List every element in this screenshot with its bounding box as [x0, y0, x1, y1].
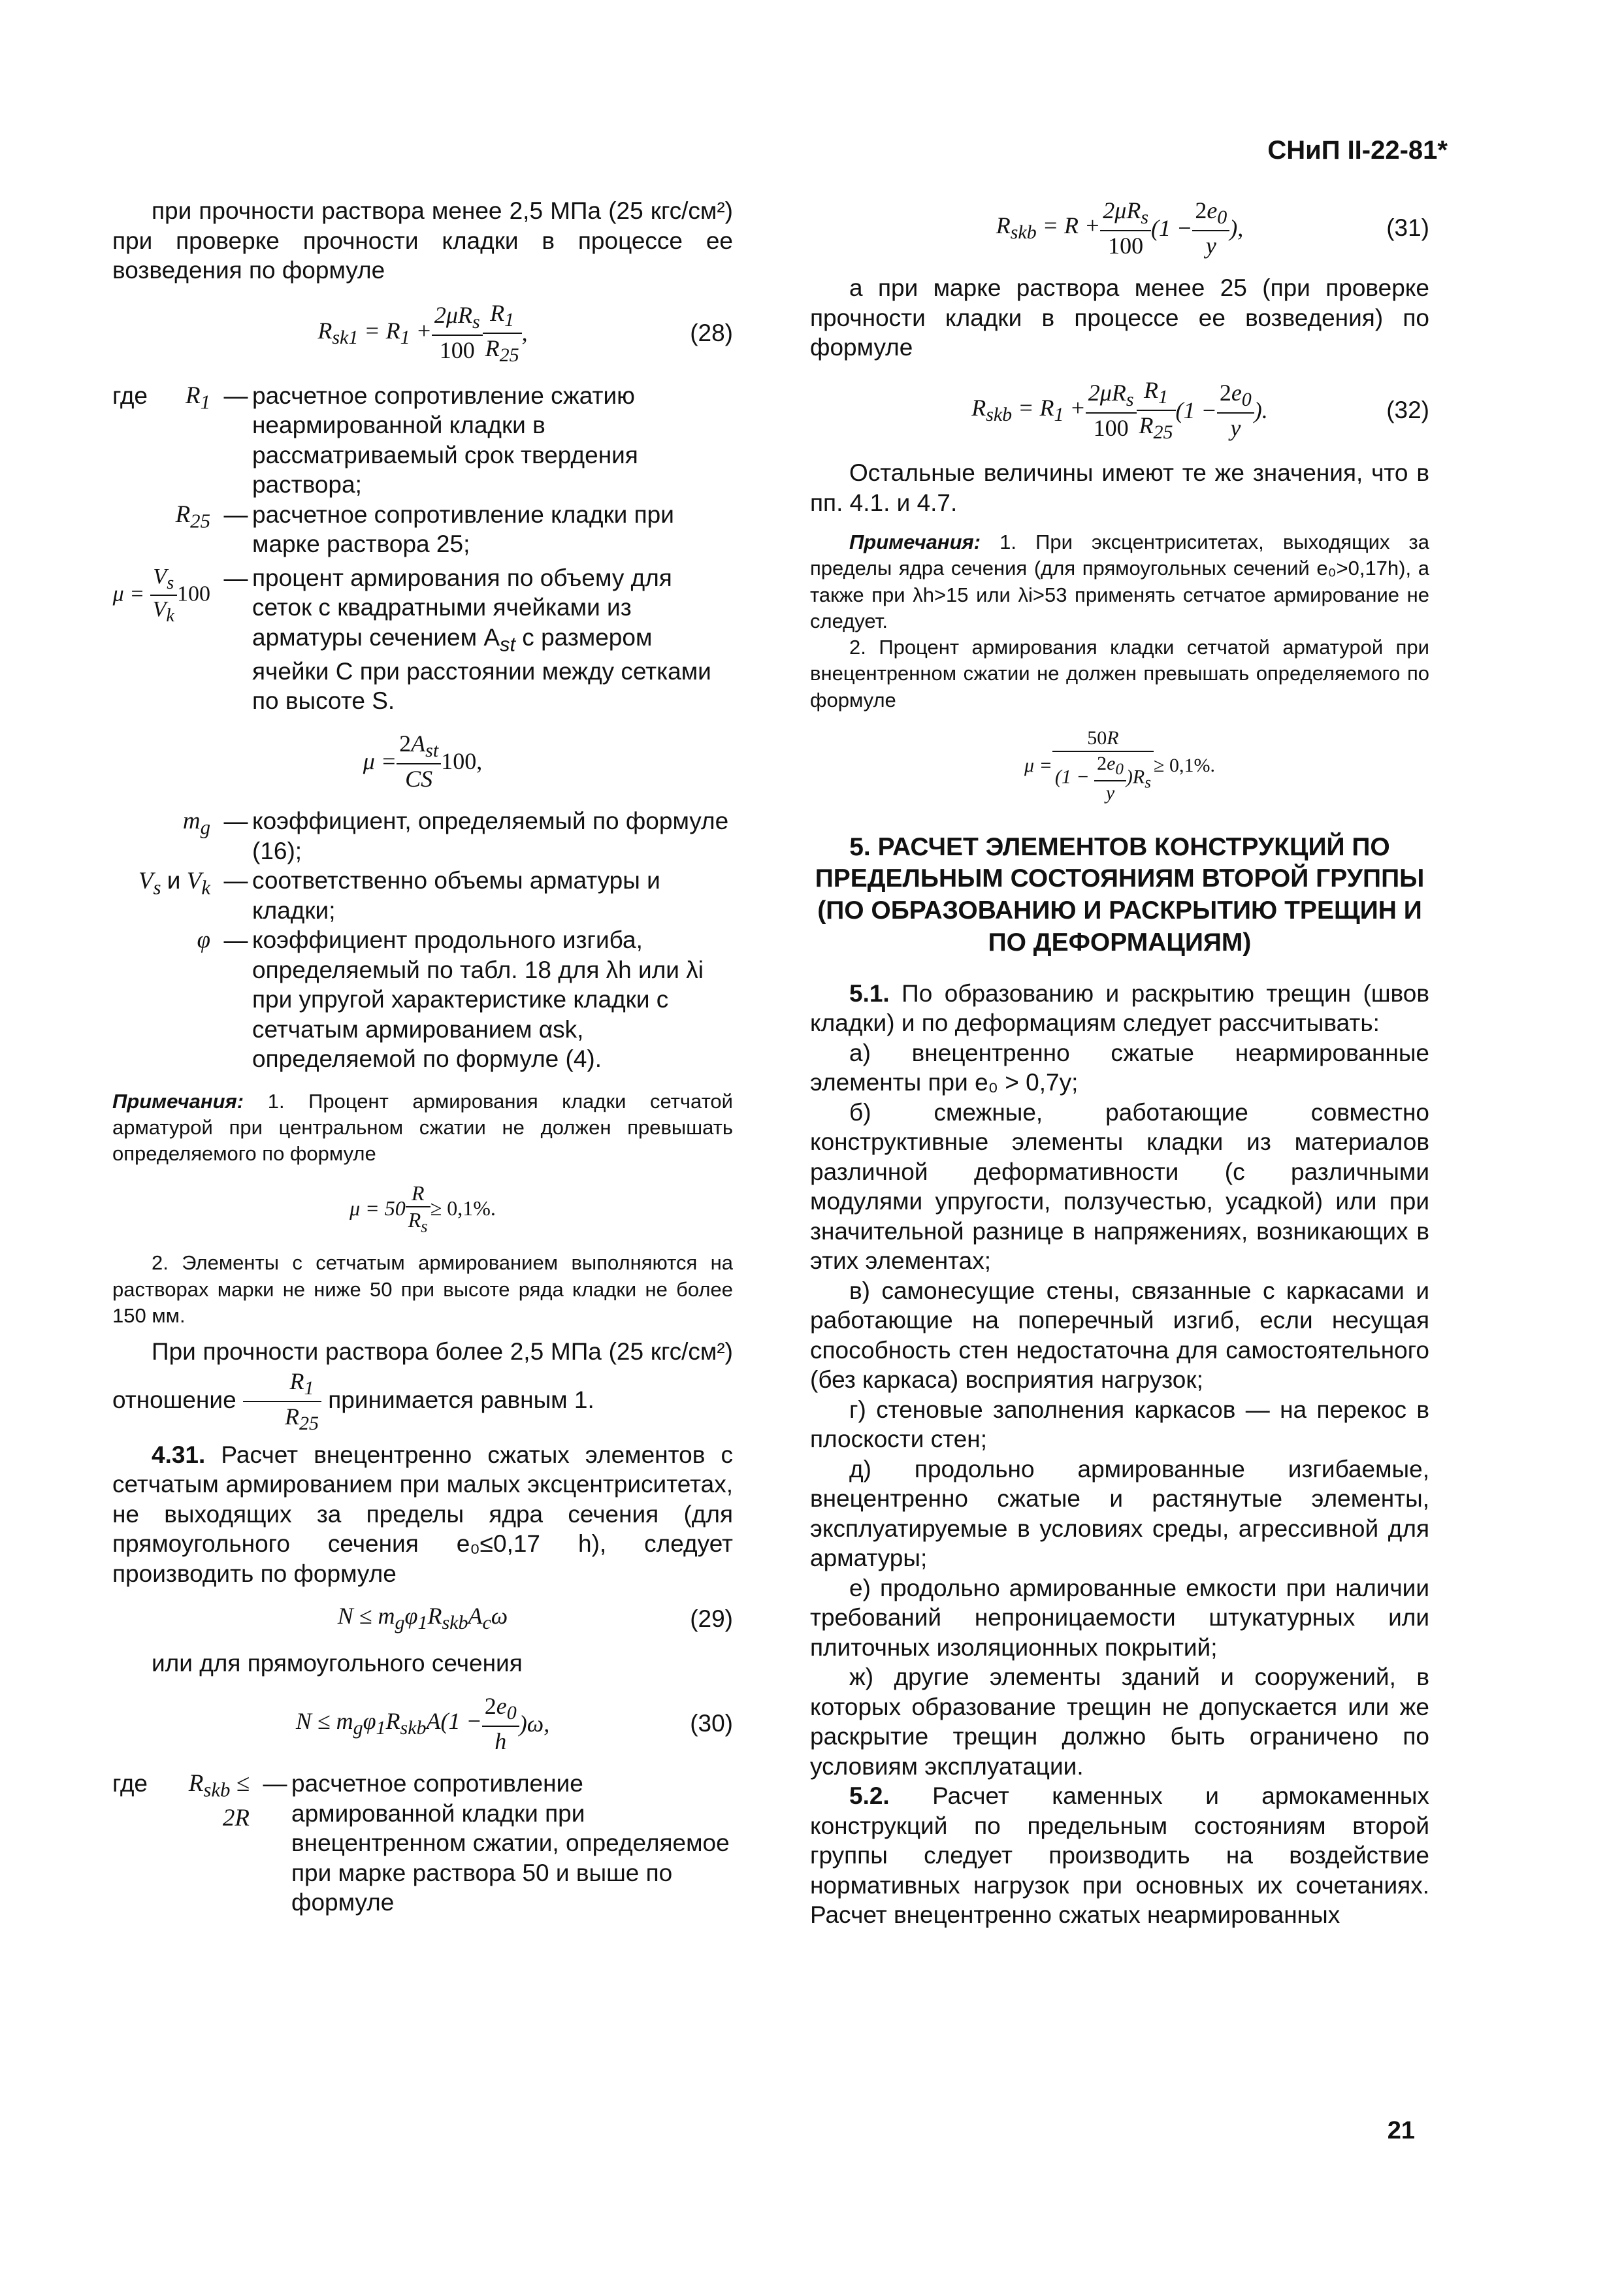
formula-32: $R_{skb} = R_1$ + $\frac{2\mu R_s}{100}$ $\frac{R_1}{R_{25}}$ (1 − $\frac{2e_0}{y}$ ). (32): [971, 376, 1429, 444]
document-code: СНиП II-22-81*: [1267, 136, 1448, 165]
definition-rskb: где $R_{skb} \le 2R$ — расчетное сопротивление армированной кладки при внецентренном сжатии, определяемое при марке раствора 50 и выше по формуле: [112, 1770, 730, 1916]
list-item-e: е) продольно армированные емкости при наличии требований непроницаемости штукатурных или плиточных изоляционных покрытий;: [810, 1574, 1429, 1661]
note-eccentric-reinforcement: 2. Процент армирования кладки сетчатой арматурой при внецентренном сжатии не должен превышать определяемого по формуле: [810, 636, 1429, 712]
formula-29: $N \le m_g\varphi_1R_{skb}A_c\omega$ (29): [337, 1603, 733, 1634]
list-item-g: г) стеновые заполнения каркасов — на перекос в плоскости стен;: [810, 1396, 1429, 1453]
definition-r1: где $R_1$ — расчетное сопротивление сжатию неармированной кладки в рассматриваемый срок твердения раствора;: [112, 382, 638, 499]
list-item-zh: ж) другие элементы зданий и сооружений, в которых образование трещин не допускается или же раскрытие трещин должно быть ограничено по условиям эксплуатации.: [810, 1663, 1429, 1780]
equation-number-31: (31): [1386, 214, 1429, 242]
note-central-compression: Примечания: 1. Процент армирования кладки сетчатой арматурой при центральном сжатии не должен превышать определяемого по формуле: [112, 1089, 733, 1166]
definition-r25: $R_{25}$ — расчетное сопротивление кладки при марке раствора 25;: [175, 500, 674, 558]
definition-mu: μ = $\frac{V_s}{V_k}$ 100 — процент армирования по объему для сеток с квадратными ячейками из арматуры сечением $A_{st}$ с размером ячейки C при расстоянии между сетками по высоте S.: [112, 564, 711, 715]
right-column: [810, 196, 1429, 1930]
equation-number-32: (32): [1386, 397, 1429, 424]
formula-mu-eccentric: μ = 50R (1 − $\frac{2e_0}{y}$ )$R_s$ ≥ 0,1%.: [1024, 727, 1215, 804]
section-title: 5. РАСЧЕТ ЭЛЕМЕНТОВ КОНСТРУКЦИЙ ПО ПРЕДЕЛЬНЫМ СОСТОЯНИЯМ ВТОРОЙ ГРУППЫ (ПО ОБРАЗОВАНИЮ И РАСКРЫТИЮ ТРЕЩИН И ПО ДЕФОРМАЦИЯМ): [815, 832, 1425, 957]
paragraph-5-2: 5.2. Расчет каменных и армокаменных конструкций по предельным состояниям второй группы следует производить на воздействие нормативных нагрузок при основных их сочетаниях. Расчет внецентренно сжатых неармированных: [810, 1782, 1429, 1929]
paragraph-rect-section: или для прямоугольного сечения: [152, 1650, 523, 1677]
equation-number-29: (29): [690, 1605, 733, 1632]
paragraph-mark-25: а при марке раствора менее 25 (при проверке прочности кладки в процессе ее возведения) по формуле: [810, 274, 1429, 361]
equation-number-28: (28): [690, 319, 733, 346]
list-item-a: а) внецентренно сжатые неармированные элементы при e₀ > 0,7y;: [810, 1039, 1429, 1096]
paragraph-ratio: При прочности раствора более 2,5 МПа (25 кгс/см²) отношение $\frac{R_1}{R_{25}}$ принимается равным 1.: [112, 1338, 733, 1434]
paragraph-4-31: 4.31. Расчет внецентренно сжатых элементов с сетчатым армированием при малых эксцентриситетах, не выходящих за пределы ядра сечения (для прямоугольного сечения e₀≤0,17 h), следует производить по формуле: [112, 1441, 733, 1587]
list-item-d: д) продольно армированные изгибаемые, внецентренно сжатые и растянутые элементы, эксплуатируемые в условиях среды, агрессивной для арматуры;: [810, 1455, 1429, 1572]
paragraph-5-1: 5.1. По образованию и раскрытию трещин (швов кладки) и по деформациям следует рассчитывать:: [810, 979, 1429, 1037]
formula-31: $R_{skb} = R$ + $\frac{2\mu R_s}{100}$ (1 − $\frac{2e_0}{y}$ ), (31): [996, 197, 1429, 259]
paragraph-rest-values: Остальные величины имеют те же значения, что в пп. 4.1. и 4.7.: [810, 459, 1429, 516]
note-eccentricity: Примечания: 1. При эксцентриситетах, выходящих за пределы ядра сечения (для прямоугольных сечений e₀>0,17h), а также при λh>15 или λi>53 применять сетчатое армирование не следует.: [810, 531, 1429, 632]
left-column: [112, 196, 733, 1918]
definition-mg: $m_g$ — коэффициент, определяемый по формуле (16);: [182, 808, 729, 864]
equation-number-30: (30): [690, 1710, 733, 1737]
definition-vs-vk: $V_s$ и $V_k$ — соответственно объемы арматуры и кладки;: [138, 867, 660, 924]
list-item-v: в) самонесущие стены, связанные с каркасами и работающие на поперечный изгиб, если несущая способность стен недостаточна для самостоятельного (без каркаса) восприятия нагрузок;: [810, 1277, 1429, 1394]
note-mortar-grade: 2. Элементы с сетчатым армированием выполняются на растворах марки не ниже 50 при высоте ряда кладки не более 150 мм.: [112, 1251, 733, 1327]
formula-30: $N \le m_g\varphi_1R_{skb}A(1$ − $\frac{2e_0}{h}$ )ω, (30): [295, 1692, 733, 1754]
formula-mu-central: μ = 50 $\frac{R}{R_s}$ ≥ 0,1%.: [349, 1181, 496, 1236]
definition-phi: φ — коэффициент продольного изгиба, определяемый по табл. 18 для λh или λi при упругой характеристике кладки с сетчатым армированием αsk, определяемой по формуле (4).: [197, 926, 704, 1073]
page-number: 21: [1387, 2117, 1415, 2144]
paragraph-low-mortar: при прочности раствора менее 2,5 МПа (25 кгс/см²) при проверке прочности кладки в процессе ее возведения по формуле: [112, 197, 733, 284]
formula-mu: μ = $\frac{2A_{st}}{CS}$ 100,: [363, 730, 483, 793]
formula-28: $R_{sk1} = R_1$ + $\frac{2\mu R_s}{100}$ $\frac{R_1}{R_{25}}$ , (28): [317, 299, 733, 366]
list-item-b: б) смежные, работающие совместно конструктивные элементы кладки из материалов различной деформативности (с различными модулями упругости, ползучестью, усадкой) или при значительной разнице в напряжениях, возникающих в этих элементах;: [810, 1098, 1429, 1275]
